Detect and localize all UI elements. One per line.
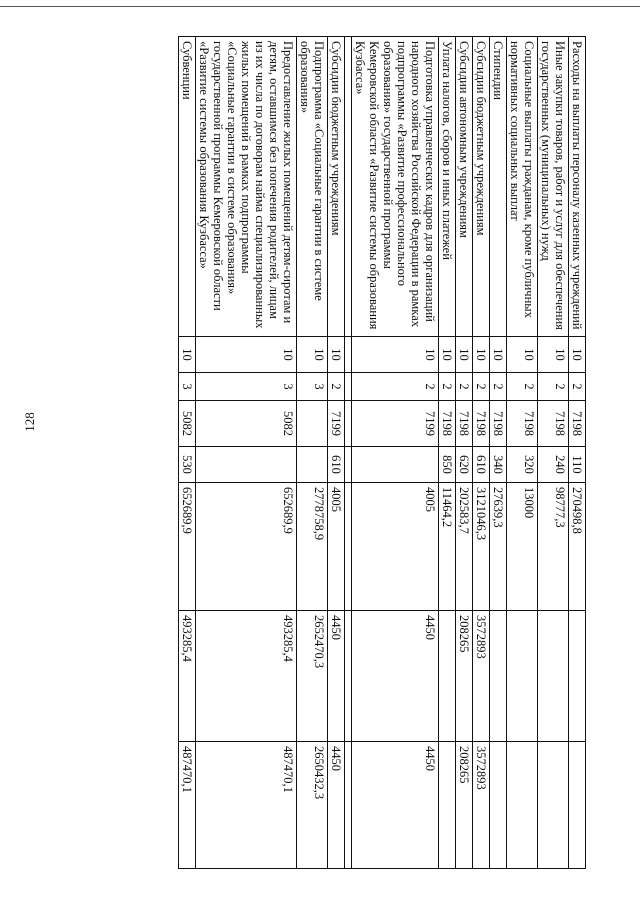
section-code-cell: 10 bbox=[196, 337, 297, 373]
expense-type-cell: 620 bbox=[456, 447, 473, 483]
subsection-code-cell: 2 bbox=[490, 373, 507, 401]
amount-year1-cell: 27639,3 bbox=[490, 483, 507, 611]
section-code-cell: 10 bbox=[569, 337, 586, 373]
target-code-cell: 7199 bbox=[352, 401, 439, 447]
amount-year2-cell bbox=[569, 611, 586, 742]
section-code-cell: 10 bbox=[297, 337, 328, 373]
subsection-code-cell: 2 bbox=[507, 373, 538, 401]
subsection-code-cell: 2 bbox=[456, 373, 473, 401]
subsection-code-cell: 3 bbox=[196, 373, 297, 401]
section-code-cell: 10 bbox=[328, 337, 345, 373]
amount-year1-cell: 3121046,3 bbox=[473, 483, 490, 611]
subsection-code-cell: 2 bbox=[439, 373, 456, 401]
table-row bbox=[569, 37, 586, 869]
scan-edge-line bbox=[0, 6, 640, 7]
row-name-cell: Подпрограмма «Социальные гарантии в системе образования» bbox=[297, 37, 328, 337]
expense-type-cell bbox=[196, 447, 297, 483]
row-name-cell: Стипендии bbox=[490, 37, 507, 337]
table-row bbox=[352, 37, 439, 869]
target-code-cell: 7198 bbox=[490, 401, 507, 447]
target-code-cell: 7198 bbox=[507, 401, 538, 447]
amount-year1-cell: 652689,9 bbox=[179, 483, 196, 611]
amount-year2-cell: 493285,4 bbox=[179, 611, 196, 742]
row-name-cell: Субсидии бюджетным учреждениям bbox=[473, 37, 490, 337]
table-row bbox=[456, 37, 473, 869]
table-row bbox=[507, 37, 538, 869]
amount-year3-cell: 208265 bbox=[456, 742, 473, 869]
target-code-cell: 7198 bbox=[473, 401, 490, 447]
section-code-cell: 10 bbox=[439, 337, 456, 373]
expense-type-cell: 240 bbox=[538, 447, 569, 483]
table-row bbox=[196, 37, 297, 869]
amount-year3-cell: 4450 bbox=[352, 742, 439, 869]
table-spacer-row bbox=[345, 37, 352, 869]
expense-type-cell bbox=[297, 447, 328, 483]
row-name-cell: Подготовка управленческих кадров для организаций народного хозяйства Российской Федерации в рамках подпрограммы «Развитие профессионального образования» государственной программы Кемеровской области «Развитие системы образования Кузбасса» bbox=[352, 37, 439, 337]
amount-year1-cell: 2778758,9 bbox=[297, 483, 328, 611]
table-row bbox=[328, 37, 345, 869]
expense-type-cell: 340 bbox=[490, 447, 507, 483]
amount-year2-cell bbox=[538, 611, 569, 742]
amount-year1-cell: 652689,9 bbox=[196, 483, 297, 611]
amount-year3-cell bbox=[538, 742, 569, 869]
row-name-cell: Уплата налогов, сборов и иных платежей bbox=[439, 37, 456, 337]
amount-year3-cell bbox=[439, 742, 456, 869]
amount-year2-cell: 493285,4 bbox=[196, 611, 297, 742]
target-code-cell: 5082 bbox=[196, 401, 297, 447]
amount-year2-cell: 208265 bbox=[456, 611, 473, 742]
subsection-code-cell: 2 bbox=[538, 373, 569, 401]
target-code-cell: 7199 bbox=[328, 401, 345, 447]
target-code-cell bbox=[297, 401, 328, 447]
table-row bbox=[297, 37, 328, 869]
target-code-cell: 7198 bbox=[439, 401, 456, 447]
row-name-cell: Субсидии автономным учреждениям bbox=[456, 37, 473, 337]
expense-type-cell: 530 bbox=[179, 447, 196, 483]
expense-type-cell bbox=[352, 447, 439, 483]
row-name-cell: Расходы на выплаты персоналу казенных учреждений bbox=[569, 37, 586, 337]
section-code-cell: 10 bbox=[352, 337, 439, 373]
amount-year3-cell bbox=[569, 742, 586, 869]
section-code-cell: 10 bbox=[473, 337, 490, 373]
amount-year2-cell: 4450 bbox=[328, 611, 345, 742]
amount-year2-cell bbox=[439, 611, 456, 742]
table-row bbox=[473, 37, 490, 869]
amount-year1-cell: 13000 bbox=[507, 483, 538, 611]
amount-year3-cell bbox=[490, 742, 507, 869]
target-code-cell: 5082 bbox=[179, 401, 196, 447]
target-code-cell: 7198 bbox=[569, 401, 586, 447]
amount-year3-cell: 2650432,3 bbox=[297, 742, 328, 869]
subsection-code-cell: 2 bbox=[352, 373, 439, 401]
amount-year3-cell: 4450 bbox=[328, 742, 345, 869]
row-name-cell: Предоставление жилых помещений детям-сиротам и детям, оставшимся без попечения родителей, лицам из их числа по договорам найма специализированных жилых помещений в рамках подпрограммы «Социальные гарантии в системе образования» государственной программы Кемеровской области «Развитие системы образования Кузбасса» bbox=[196, 37, 297, 337]
expense-type-cell: 610 bbox=[328, 447, 345, 483]
amount-year1-cell: 11464,2 bbox=[439, 483, 456, 611]
budget-table-sheet bbox=[58, 36, 586, 868]
amount-year1-cell: 4005 bbox=[328, 483, 345, 611]
subsection-code-cell: 2 bbox=[328, 373, 345, 401]
amount-year3-cell: 3572893 bbox=[473, 742, 490, 869]
subsection-code-cell: 3 bbox=[297, 373, 328, 401]
amount-year2-cell bbox=[490, 611, 507, 742]
expense-type-cell: 850 bbox=[439, 447, 456, 483]
amount-year1-cell: 202583,7 bbox=[456, 483, 473, 611]
section-code-cell: 10 bbox=[507, 337, 538, 373]
section-code-cell: 10 bbox=[538, 337, 569, 373]
amount-year1-cell: 4005 bbox=[352, 483, 439, 611]
table-row bbox=[538, 37, 569, 869]
row-name-cell: Иные закупки товаров, работ и услуг для обеспечения государственных (муниципальных) нужд bbox=[538, 37, 569, 337]
row-name-cell: Субвенции bbox=[179, 37, 196, 337]
section-code-cell: 10 bbox=[179, 337, 196, 373]
amount-year3-cell: 487470,1 bbox=[179, 742, 196, 869]
row-name-cell: Социальные выплаты гражданам, кроме публичных нормативных социальных выплат bbox=[507, 37, 538, 337]
amount-year2-cell: 2652470,3 bbox=[297, 611, 328, 742]
amount-year1-cell: 270498,8 bbox=[569, 483, 586, 611]
table-row bbox=[179, 37, 196, 869]
amount-year1-cell: 98777,3 bbox=[538, 483, 569, 611]
budget-table bbox=[178, 36, 586, 869]
row-name-cell: Субсидии бюджетным учреждениям bbox=[328, 37, 345, 337]
section-code-cell: 10 bbox=[490, 337, 507, 373]
page-number: 128 bbox=[22, 412, 37, 432]
target-code-cell: 7198 bbox=[538, 401, 569, 447]
target-code-cell: 7198 bbox=[456, 401, 473, 447]
expense-type-cell: 110 bbox=[569, 447, 586, 483]
expense-type-cell: 610 bbox=[473, 447, 490, 483]
amount-year3-cell bbox=[507, 742, 538, 869]
amount-year2-cell bbox=[507, 611, 538, 742]
table-row bbox=[439, 37, 456, 869]
subsection-code-cell: 3 bbox=[179, 373, 196, 401]
section-code-cell: 10 bbox=[456, 337, 473, 373]
expense-type-cell: 320 bbox=[507, 447, 538, 483]
amount-year3-cell: 487470,1 bbox=[196, 742, 297, 869]
subsection-code-cell: 2 bbox=[569, 373, 586, 401]
subsection-code-cell: 2 bbox=[473, 373, 490, 401]
amount-year2-cell: 4450 bbox=[352, 611, 439, 742]
table-row bbox=[490, 37, 507, 869]
amount-year2-cell: 3572893 bbox=[473, 611, 490, 742]
